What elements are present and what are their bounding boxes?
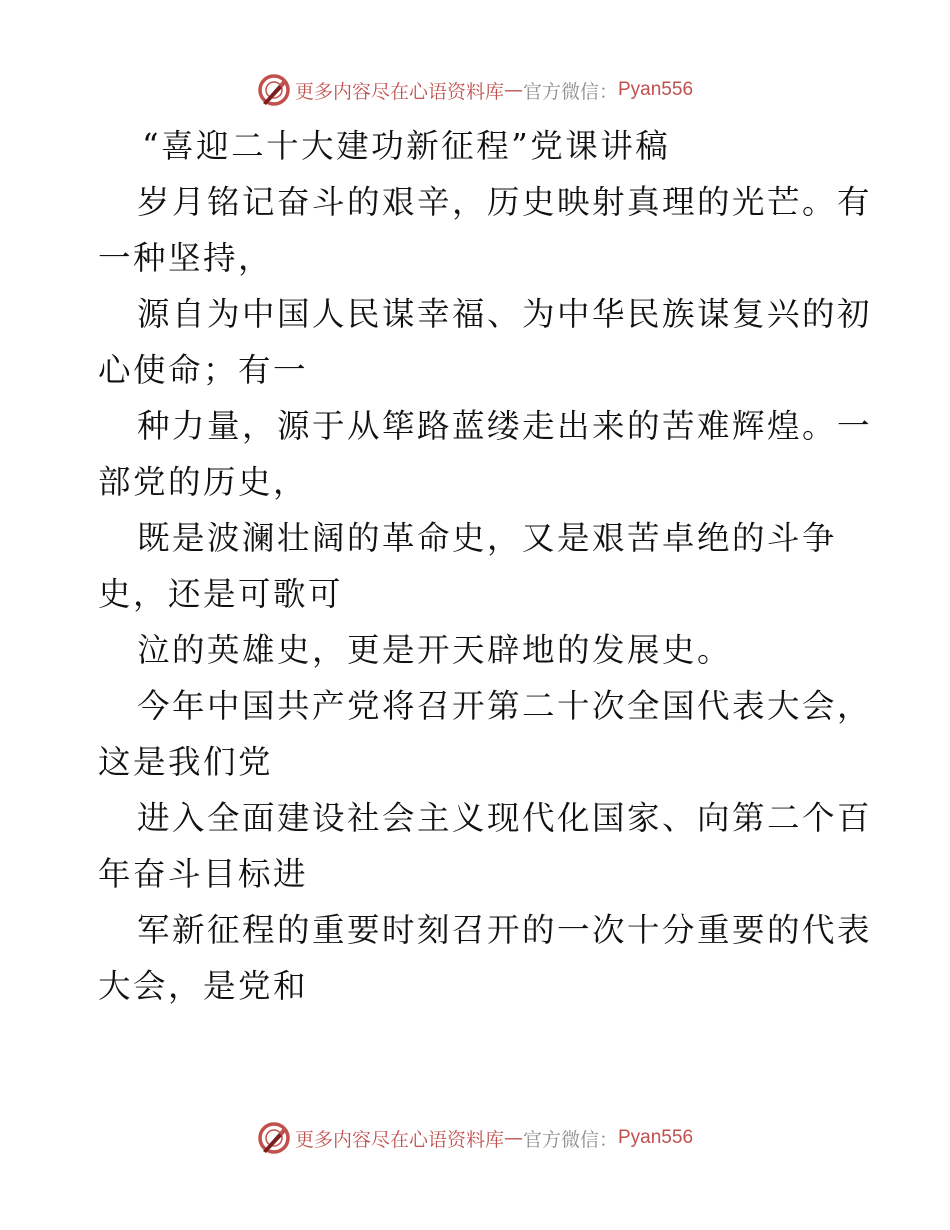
paragraph-line: 年奋斗目标进: [98, 855, 309, 893]
paragraph-line: 源自为中国人民谋幸福、为中华民族谋复兴的初: [137, 295, 873, 333]
watermark-label: 官方微信：: [522, 80, 618, 103]
paragraph-line: 进入全面建设社会主义现代化国家、向第二个百: [137, 799, 873, 837]
watermark-brand: 更多内容尽在心语资料库: [294, 1128, 504, 1151]
watermark-id: Pyan556: [618, 1127, 694, 1148]
watermark-brand: 更多内容尽在心语资料库: [294, 80, 504, 103]
document-title: “喜迎二十大建功新征程”党课讲稿: [142, 127, 671, 165]
paragraph-line: 心使命；有一: [98, 351, 309, 389]
paragraph-line: 今年中国共产党将召开第二十次全国代表大会，: [137, 687, 873, 725]
watermark-dash: —: [503, 1127, 523, 1149]
paragraph-line: 军新征程的重要时刻召开的一次十分重要的代表: [137, 911, 873, 949]
paragraph-line: 泣的英雄史，更是开天辟地的发展史。: [137, 631, 733, 669]
paragraph-line: 既是波澜壮阔的革命史，又是艰苦卓绝的斗争: [137, 519, 838, 557]
paragraph-line: 史，还是可歌可: [98, 575, 344, 613]
footer-watermark: [0, 1118, 950, 1158]
watermark-id: Pyan556: [618, 79, 694, 100]
paragraph-line: 一种坚持，: [98, 239, 274, 277]
watermark-dash: —: [503, 79, 523, 101]
document-body: [98, 118, 873, 1014]
watermark-label: 官方微信：: [522, 1128, 618, 1151]
pen-logo-icon: [257, 73, 291, 107]
paragraph-line: 岁月铭记奋斗的艰辛，历史映射真理的光芒。有: [137, 183, 873, 221]
paragraph-line: 这是我们党: [98, 743, 274, 781]
paragraph-line: 种力量，源于从筚路蓝缕走出来的苦难辉煌。一: [137, 407, 873, 445]
paragraph-line: 部党的历史，: [98, 463, 309, 501]
paragraph-line: 大会，是党和: [98, 967, 309, 1005]
pen-logo-icon: [257, 1121, 291, 1155]
header-watermark: [0, 70, 950, 110]
